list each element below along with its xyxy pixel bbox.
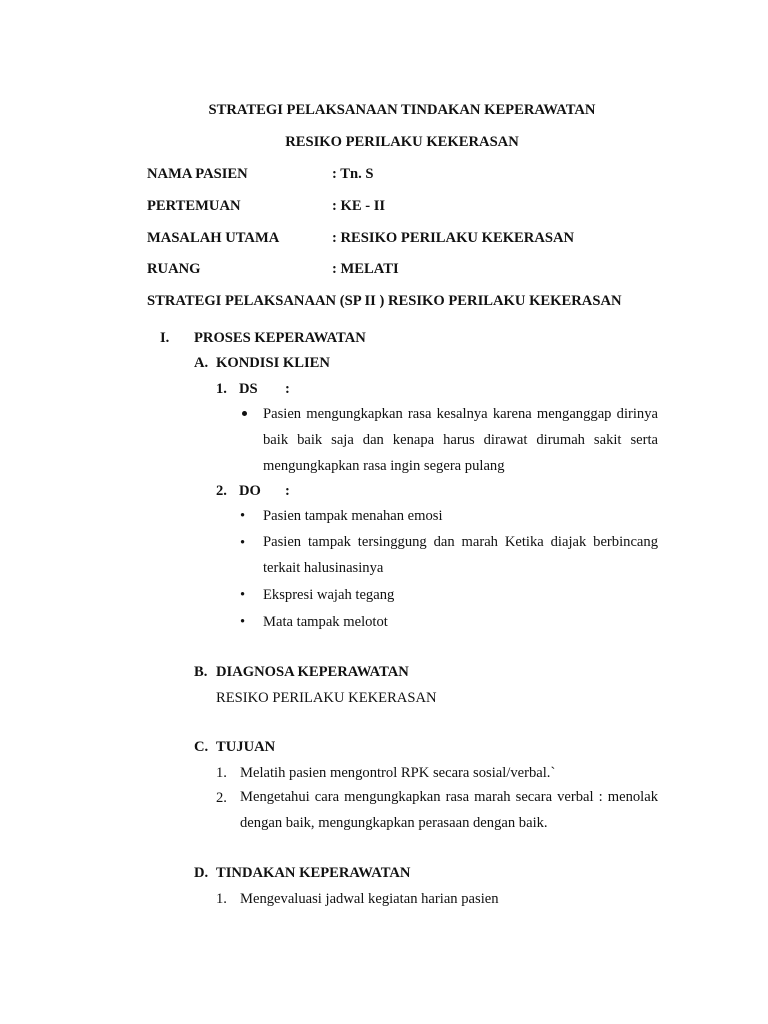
field-value-pertemuan: : KE - II (332, 198, 386, 214)
action-text: Mengevaluasi jadwal kegiatan harian pasien (240, 891, 499, 907)
field-label-ruang: RUANG (147, 261, 201, 277)
goal-text: Mengetahui cara mengungkapkan rasa marah secara verbal : menolak dengan baik, mengungkapkan perasaan dengan baik. (240, 789, 658, 831)
document-subtitle: RESIKO PERILAKU KEKERASAN (285, 134, 519, 150)
field-label-masalah-utama: MASALAH UTAMA (147, 230, 280, 246)
do-colon: : (285, 483, 290, 499)
bullet-icon (242, 411, 247, 416)
do-item: Pasien tampak tersinggung dan marah Ketika diajak berbincang terkait halusinasinya (263, 534, 658, 576)
bullet-icon: • (240, 614, 246, 630)
do-label: DO (239, 483, 261, 499)
bullet-icon: • (240, 587, 246, 603)
strategy-heading: STRATEGI PELAKSANAAN (SP II ) RESIKO PERILAKU KEKERASAN (147, 293, 622, 309)
section-i-number: I. (160, 330, 170, 346)
field-value-masalah-utama: : RESIKO PERILAKU KEKERASAN (332, 230, 575, 246)
section-b-title: DIAGNOSA KEPERAWATAN (216, 664, 409, 680)
ds-colon: : (285, 381, 290, 397)
section-d-title: TINDAKAN KEPERAWATAN (216, 865, 411, 881)
do-item: Pasien tampak menahan emosi (263, 508, 443, 524)
section-i-title: PROSES KEPERAWATAN (194, 330, 366, 346)
diagnosis-text: RESIKO PERILAKU KEKERASAN (216, 690, 437, 706)
ds-number: 1. (216, 381, 227, 397)
goal-number: 1. (216, 765, 227, 781)
field-label-pertemuan: PERTEMUAN (147, 198, 241, 214)
field-label-nama-pasien: NAMA PASIEN (147, 166, 248, 182)
do-item: Ekspresi wajah tegang (263, 587, 395, 603)
bullet-icon: • (240, 535, 246, 551)
bullet-icon: • (240, 508, 246, 524)
do-item: Mata tampak melotot (263, 614, 388, 630)
field-value-ruang: : MELATI (332, 261, 399, 277)
section-c-letter: C. (194, 739, 209, 755)
action-number: 1. (216, 891, 227, 907)
section-d-letter: D. (194, 865, 209, 881)
section-c-title: TUJUAN (216, 739, 276, 755)
document-title: STRATEGI PELAKSANAAN TINDAKAN KEPERAWATAN (208, 102, 596, 118)
ds-label: DS (239, 381, 258, 397)
goal-text: Melatih pasien mengontrol RPK secara sosial/verbal.` (240, 765, 556, 781)
section-a-letter: A. (194, 355, 209, 371)
section-b-letter: B. (194, 664, 208, 680)
ds-item: Pasien mengungkapkan rasa kesalnya karena menganggap dirinya baik baik saja dan kenapa harus dirawat dirumah sakit serta mengungkapkan rasa ingin segera pulang (263, 406, 658, 474)
field-value-nama-pasien: : Tn. S (332, 166, 374, 182)
section-a-title: KONDISI KLIEN (216, 355, 330, 371)
do-number: 2. (216, 483, 227, 499)
goal-number: 2. (216, 790, 227, 806)
